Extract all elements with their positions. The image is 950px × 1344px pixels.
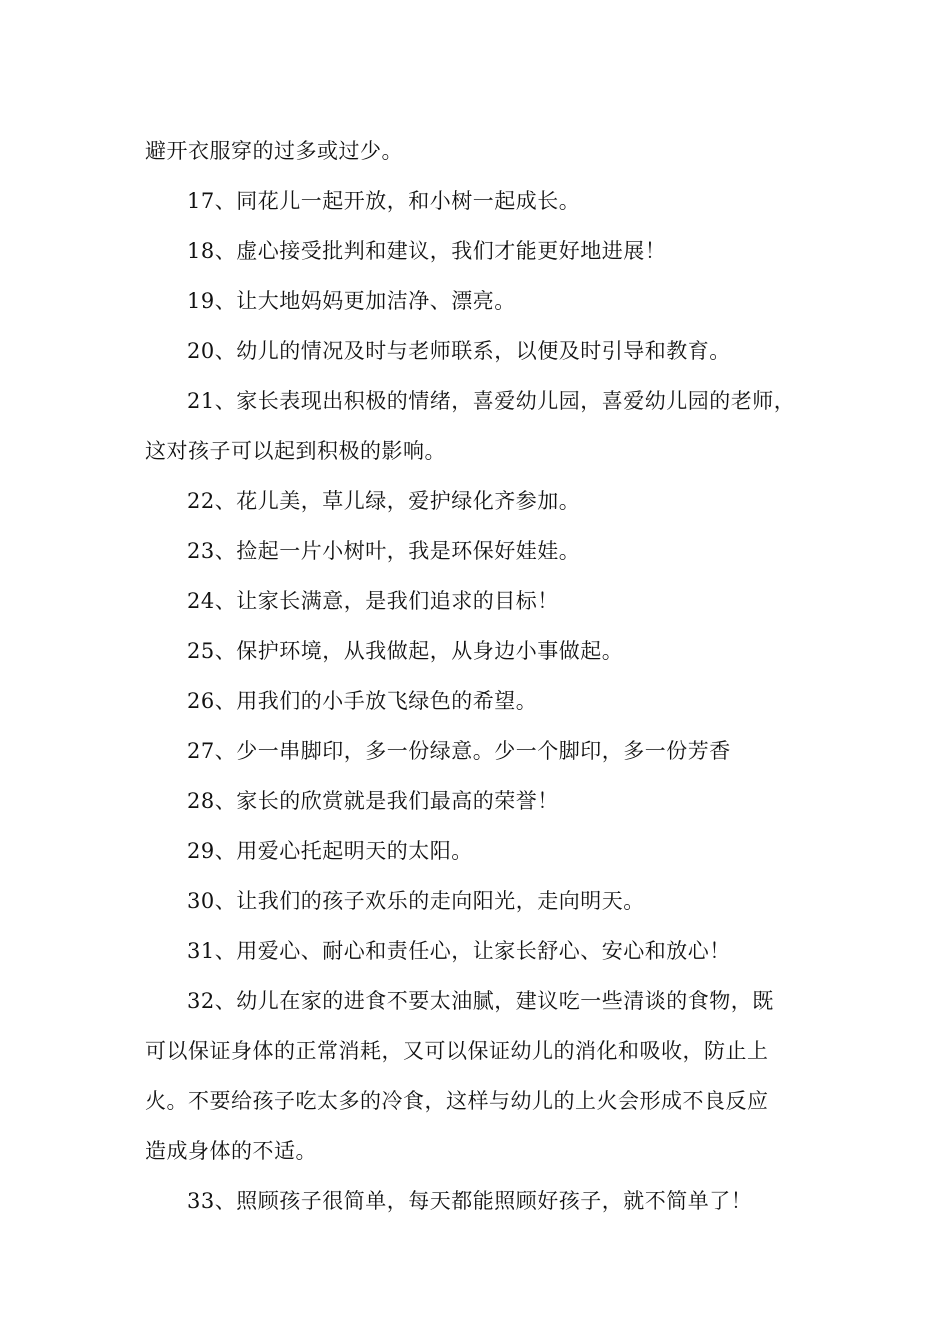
list-item-23: 23、捡起一片小树叶，我是环保好娃娃。 (187, 539, 581, 563)
list-item-33: 33、照顾孩子很简单，每天都能照顾好孩子，就不简单了！ (187, 1189, 753, 1213)
list-item-32: 32、幼儿在家的进食不要太油腻，建议吃一些清谈的食物，既 (187, 989, 774, 1013)
list-item-30: 30、让我们的孩子欢乐的走向阳光，走向明天。 (187, 889, 645, 913)
list-item-17: 17、同花儿一起开放，和小树一起成长。 (187, 189, 581, 213)
list-item-20: 20、幼儿的情况及时与老师联系，以便及时引导和教育。 (187, 339, 731, 363)
list-item-29: 29、用爱心托起明天的太阳。 (187, 839, 473, 863)
list-item-18: 18、虚心接受批判和建议，我们才能更好地进展！ (187, 239, 667, 263)
list-item-25: 25、保护环境，从我做起，从身边小事做起。 (187, 639, 624, 663)
list-item-26: 26、用我们的小手放飞绿色的希望。 (187, 689, 538, 713)
list-item-21: 21、家长表现出积极的情绪，喜爱幼儿园，喜爱幼儿园的老师， (187, 389, 796, 413)
list-item-24: 24、让家长满意，是我们追求的目标！ (187, 589, 559, 613)
list-item-27: 27、少一串脚印，多一份绿意。少一个脚印，多一份芳香 (187, 739, 731, 763)
list-item-19: 19、让大地妈妈更加洁净、漂亮。 (187, 289, 516, 313)
list-item-28: 28、家长的欣赏就是我们最高的荣誉！ (187, 789, 559, 813)
paragraph-line: 避开衣服穿的过多或过少。 (145, 139, 403, 163)
document-body (145, 133, 810, 1233)
list-item-31: 31、用爱心、耐心和责任心，让家长舒心、安心和放心！ (187, 939, 731, 963)
paragraph-line: 造成身体的不适。 (145, 1139, 317, 1163)
paragraph-line: 可以保证身体的正常消耗，又可以保证幼儿的消化和吸收，防止上 (145, 1039, 769, 1063)
paragraph-line: 火。不要给孩子吃太多的冷食，这样与幼儿的上火会形成不良反应 (145, 1089, 769, 1113)
list-item-22: 22、花儿美，草儿绿，爱护绿化齐参加。 (187, 489, 581, 513)
paragraph-line: 这对孩子可以起到积极的影响。 (145, 439, 446, 463)
